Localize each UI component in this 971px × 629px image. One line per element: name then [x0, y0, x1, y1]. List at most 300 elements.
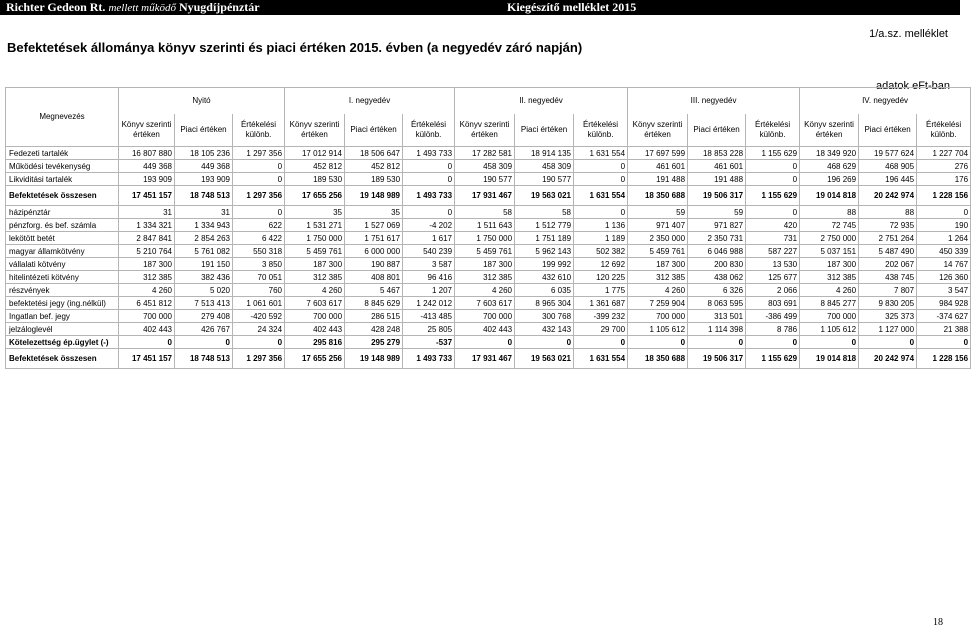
table-cell: 5 459 761 [628, 245, 688, 258]
table-cell: 59 [688, 206, 746, 219]
row-label: pénzforg. és bef. számla [6, 219, 119, 232]
column-sub-label: Könyv szerinti értéken [455, 114, 515, 147]
table-cell: 313 501 [688, 310, 746, 323]
table-cell: 6 035 [515, 284, 574, 297]
table-row [6, 310, 971, 323]
table-cell: 1 297 356 [233, 147, 285, 160]
table-cell: 19 563 021 [515, 186, 574, 206]
table-cell: 1 631 554 [574, 147, 628, 160]
table-cell: 5 761 082 [175, 245, 233, 258]
table-cell: 0 [233, 336, 285, 349]
table-cell: 731 [746, 232, 800, 245]
table-cell: 5 487 490 [859, 245, 917, 258]
table-cell: -399 232 [574, 310, 628, 323]
table-cell: 19 506 317 [688, 186, 746, 206]
table-cell: 0 [800, 336, 859, 349]
table-cell: 438 062 [688, 271, 746, 284]
table-cell: 6 326 [688, 284, 746, 297]
table-cell: 0 [746, 336, 800, 349]
table-cell: 31 [119, 206, 175, 219]
table-cell: 17 655 256 [285, 186, 345, 206]
table-cell: 1 105 612 [800, 323, 859, 336]
column-sub-label: Értékelési különb. [746, 114, 800, 147]
table-cell: 190 577 [515, 173, 574, 186]
table-cell: 0 [403, 160, 455, 173]
table-cell: 189 530 [285, 173, 345, 186]
table-cell: 1 631 554 [574, 349, 628, 369]
table-cell: 700 000 [800, 310, 859, 323]
table-cell: 16 807 880 [119, 147, 175, 160]
table-cell: 12 692 [574, 258, 628, 271]
table-cell: 17 655 256 [285, 349, 345, 369]
table-cell: 1 775 [574, 284, 628, 297]
table-cell: 700 000 [628, 310, 688, 323]
table-cell: 6 422 [233, 232, 285, 245]
table-cell: 8 845 629 [345, 297, 403, 310]
column-sub-label: Értékelési különb. [403, 114, 455, 147]
table-cell: 458 309 [515, 160, 574, 173]
table-cell: 17 931 467 [455, 349, 515, 369]
table-cell: 402 443 [119, 323, 175, 336]
table-cell: 190 [917, 219, 971, 232]
table-cell: 187 300 [119, 258, 175, 271]
table-cell: 700 000 [455, 310, 515, 323]
table-cell: 7 513 413 [175, 297, 233, 310]
table-cell: 1 512 779 [515, 219, 574, 232]
table-row [6, 206, 971, 219]
table-row [6, 336, 971, 349]
table-cell: 25 805 [403, 323, 455, 336]
table-row [6, 173, 971, 186]
table-cell: 4 260 [455, 284, 515, 297]
column-group-label: Nyitó [119, 88, 285, 115]
table-cell: 0 [574, 336, 628, 349]
table-cell: 18 105 236 [175, 147, 233, 160]
table-cell: 24 324 [233, 323, 285, 336]
table-cell: 35 [285, 206, 345, 219]
table-cell: 35 [345, 206, 403, 219]
table-cell: 2 350 731 [688, 232, 746, 245]
table-cell: 0 [746, 206, 800, 219]
table-cell: 2 847 841 [119, 232, 175, 245]
row-label: Kötelezettség ép.ügylet (-) [6, 336, 119, 349]
table-cell: 0 [917, 206, 971, 219]
table-cell: 29 700 [574, 323, 628, 336]
table-cell: 17 451 157 [119, 186, 175, 206]
table-cell: 0 [746, 160, 800, 173]
table-cell: 540 239 [403, 245, 455, 258]
table-cell: 426 767 [175, 323, 233, 336]
table-cell: 58 [515, 206, 574, 219]
table-cell: 700 000 [285, 310, 345, 323]
table-cell: 17 931 467 [455, 186, 515, 206]
table-cell: 4 260 [119, 284, 175, 297]
table-cell: -4 202 [403, 219, 455, 232]
table-cell: 18 350 688 [628, 349, 688, 369]
table-cell: 200 830 [688, 258, 746, 271]
table-row [6, 258, 971, 271]
table-cell: 17 451 157 [119, 349, 175, 369]
table-cell: 1 228 156 [917, 186, 971, 206]
table-cell: 1 361 687 [574, 297, 628, 310]
row-label: vállalati kötvény [6, 258, 119, 271]
table-cell: 18 506 647 [345, 147, 403, 160]
table-row [6, 160, 971, 173]
table-cell: 187 300 [800, 258, 859, 271]
table-cell: 4 260 [800, 284, 859, 297]
table-cell: 502 382 [574, 245, 628, 258]
table-row [6, 219, 971, 232]
column-sub-label: Könyv szerinti értéken [628, 114, 688, 147]
table-cell: 19 577 624 [859, 147, 917, 160]
table-cell: 59 [628, 206, 688, 219]
table-cell: 0 [515, 336, 574, 349]
table-cell: 428 248 [345, 323, 403, 336]
table-cell: 14 767 [917, 258, 971, 271]
table-cell: 19 506 317 [688, 349, 746, 369]
table-cell: 0 [233, 160, 285, 173]
row-label: Működési tevékenység [6, 160, 119, 173]
table-cell: 382 436 [175, 271, 233, 284]
table-cell: 0 [574, 173, 628, 186]
investments-table [5, 87, 971, 369]
column-sub-label: Piaci értéken [515, 114, 574, 147]
table-cell: 1 155 629 [746, 349, 800, 369]
attachment-label: 1/a.sz. melléklet [869, 28, 948, 40]
table-cell: 971 407 [628, 219, 688, 232]
table-cell: 70 051 [233, 271, 285, 284]
table-cell: 550 318 [233, 245, 285, 258]
column-sub-label: Könyv szerinti értéken [285, 114, 345, 147]
table-cell: 312 385 [119, 271, 175, 284]
table-cell: 432 610 [515, 271, 574, 284]
table-cell: 1 617 [403, 232, 455, 245]
table-cell: 5 459 761 [455, 245, 515, 258]
table-row [6, 284, 971, 297]
table-cell: 2 751 264 [859, 232, 917, 245]
column-sub-label: Piaci értéken [859, 114, 917, 147]
table-cell: 2 066 [746, 284, 800, 297]
table-row [6, 323, 971, 336]
table-cell: 971 827 [688, 219, 746, 232]
column-sub-label: Értékelési különb. [917, 114, 971, 147]
table-cell: 1 751 617 [345, 232, 403, 245]
header-row-sub [6, 114, 971, 147]
table-cell: 312 385 [800, 271, 859, 284]
table-cell: 1 136 [574, 219, 628, 232]
table-cell: 1 228 156 [917, 349, 971, 369]
table-row [6, 186, 971, 206]
table-cell: 9 830 205 [859, 297, 917, 310]
table-cell: 4 260 [628, 284, 688, 297]
row-label: lekötött betét [6, 232, 119, 245]
table-cell: 193 909 [119, 173, 175, 186]
table-cell: 0 [403, 173, 455, 186]
table-cell: 20 242 974 [859, 349, 917, 369]
table-cell: 8 965 304 [515, 297, 574, 310]
column-group-label: II. negyedév [455, 88, 628, 115]
row-label: magyar államkötvény [6, 245, 119, 258]
table-cell: 17 012 914 [285, 147, 345, 160]
column-group-label: IV. negyedév [800, 88, 971, 115]
page-number: 18 [933, 617, 943, 628]
table-cell: 0 [746, 173, 800, 186]
table-cell: 0 [403, 206, 455, 219]
table-cell: 19 014 818 [800, 186, 859, 206]
column-group-label: I. negyedév [285, 88, 455, 115]
table-cell: 72 745 [800, 219, 859, 232]
row-label: Befektetések összesen [6, 186, 119, 206]
table-cell: 803 691 [746, 297, 800, 310]
row-label: részvények [6, 284, 119, 297]
table-cell: 20 242 974 [859, 186, 917, 206]
table-cell: 6 046 988 [688, 245, 746, 258]
table-cell: 408 801 [345, 271, 403, 284]
table-row [6, 147, 971, 160]
table-cell: 0 [859, 336, 917, 349]
table-cell: 8 845 277 [800, 297, 859, 310]
table-cell: 72 935 [859, 219, 917, 232]
table-cell: 13 530 [746, 258, 800, 271]
table-cell: 325 373 [859, 310, 917, 323]
table-cell: 1 493 733 [403, 349, 455, 369]
table-cell: 295 816 [285, 336, 345, 349]
table-cell: 461 601 [688, 160, 746, 173]
table-cell: 193 909 [175, 173, 233, 186]
table-cell: 1 750 000 [285, 232, 345, 245]
header-company [6, 0, 260, 16]
table-cell: 191 488 [628, 173, 688, 186]
unit-label: adatok eFt-ban [876, 80, 950, 92]
table-cell: 622 [233, 219, 285, 232]
table-cell: 5 962 143 [515, 245, 574, 258]
column-sub-label: Értékelési különb. [233, 114, 285, 147]
table-cell: -420 592 [233, 310, 285, 323]
table-cell: 420 [746, 219, 800, 232]
table-cell: 21 388 [917, 323, 971, 336]
table-cell: 468 629 [800, 160, 859, 173]
table-cell: 1 264 [917, 232, 971, 245]
table-cell: 5 459 761 [285, 245, 345, 258]
table-cell: 2 854 263 [175, 232, 233, 245]
table-cell: 468 905 [859, 160, 917, 173]
table-cell: 125 677 [746, 271, 800, 284]
table-cell: 0 [175, 336, 233, 349]
table-cell: 5 037 151 [800, 245, 859, 258]
table-cell: 6 000 000 [345, 245, 403, 258]
column-sub-label: Piaci értéken [688, 114, 746, 147]
table-cell: 295 279 [345, 336, 403, 349]
table-cell: 187 300 [455, 258, 515, 271]
table-cell: 432 143 [515, 323, 574, 336]
table-cell: 0 [574, 160, 628, 173]
table-cell: 5 020 [175, 284, 233, 297]
table-cell: 187 300 [285, 258, 345, 271]
column-sub-label: Könyv szerinti értéken [800, 114, 859, 147]
table-cell: 450 339 [917, 245, 971, 258]
table-cell: 1 631 554 [574, 186, 628, 206]
row-label-header: Megnevezés [6, 88, 119, 147]
table-cell: 199 992 [515, 258, 574, 271]
page-title: Befektetések állománya könyv szerinti és piaci értéken 2015. évben (a negyedév záró napján) [7, 40, 583, 55]
table-cell: 7 603 617 [285, 297, 345, 310]
table-cell: 7 259 904 [628, 297, 688, 310]
header-supplement: Kiegészítő melléklet 2015 [507, 0, 637, 14]
table-cell: 984 928 [917, 297, 971, 310]
table-body [6, 88, 971, 369]
document-header-bar [0, 0, 960, 15]
table-cell: 452 812 [285, 160, 345, 173]
table-cell: 3 850 [233, 258, 285, 271]
table-cell: 300 768 [515, 310, 574, 323]
fund-name: Nyugdíjpénztár [178, 0, 260, 14]
table-cell: 1 493 733 [403, 186, 455, 206]
table-cell: 1 493 733 [403, 147, 455, 160]
table-cell: 196 269 [800, 173, 859, 186]
row-label: befektetési jegy (ing.nélkül) [6, 297, 119, 310]
row-label: jelzáloglevél [6, 323, 119, 336]
table-cell: 0 [233, 206, 285, 219]
table-cell: 312 385 [628, 271, 688, 284]
table-cell: 6 451 812 [119, 297, 175, 310]
table-cell: 19 148 989 [345, 349, 403, 369]
table-cell: 187 300 [628, 258, 688, 271]
table-cell: 0 [917, 336, 971, 349]
table-cell: 1 114 398 [688, 323, 746, 336]
table-cell: 0 [455, 336, 515, 349]
table-cell: 279 408 [175, 310, 233, 323]
table-cell: 88 [859, 206, 917, 219]
table-cell: 19 014 818 [800, 349, 859, 369]
table-cell: -374 627 [917, 310, 971, 323]
company-name: Richter Gedeon Rt. [6, 0, 106, 14]
table-cell: 587 227 [746, 245, 800, 258]
column-sub-label: Értékelési különb. [574, 114, 628, 147]
table-cell: 1 527 069 [345, 219, 403, 232]
row-label: Befektetések összesen [6, 349, 119, 369]
table-cell: 312 385 [285, 271, 345, 284]
column-group-label: III. negyedév [628, 88, 800, 115]
table-cell: 189 530 [345, 173, 403, 186]
company-suffix: mellett működő [108, 2, 176, 14]
table-cell: 19 148 989 [345, 186, 403, 206]
table-cell: 196 445 [859, 173, 917, 186]
table-cell: 452 812 [345, 160, 403, 173]
row-label: hitelintézeti kötvény [6, 271, 119, 284]
header-row-groups [6, 88, 971, 115]
table-cell: 0 [119, 336, 175, 349]
table-cell: 1 207 [403, 284, 455, 297]
table-cell: 0 [688, 336, 746, 349]
table-cell: 202 067 [859, 258, 917, 271]
table-cell: 449 368 [175, 160, 233, 173]
table-cell: 700 000 [119, 310, 175, 323]
table-cell: 0 [574, 206, 628, 219]
table-cell: 8 786 [746, 323, 800, 336]
table-cell: 1 127 000 [859, 323, 917, 336]
table-cell: 7 807 [859, 284, 917, 297]
table-cell: 1 511 643 [455, 219, 515, 232]
table-cell: 18 350 688 [628, 186, 688, 206]
table-cell: 1 334 321 [119, 219, 175, 232]
table-cell: 17 697 599 [628, 147, 688, 160]
table-cell: 18 914 135 [515, 147, 574, 160]
table-cell: 120 225 [574, 271, 628, 284]
table-cell: 4 260 [285, 284, 345, 297]
table-cell: 191 150 [175, 258, 233, 271]
table-cell: 402 443 [285, 323, 345, 336]
table-cell: 1 750 000 [455, 232, 515, 245]
table-cell: 438 745 [859, 271, 917, 284]
table-cell: 1 531 271 [285, 219, 345, 232]
table-cell: 1 155 629 [746, 147, 800, 160]
table-cell: 2 750 000 [800, 232, 859, 245]
table-cell: -386 499 [746, 310, 800, 323]
table-cell: 58 [455, 206, 515, 219]
table-cell: 5 210 764 [119, 245, 175, 258]
table-cell: 449 368 [119, 160, 175, 173]
table-cell: 1 227 704 [917, 147, 971, 160]
table-cell: 17 282 581 [455, 147, 515, 160]
table-row [6, 232, 971, 245]
row-label: házipénztár [6, 206, 119, 219]
table-cell: 1 242 012 [403, 297, 455, 310]
table-row [6, 297, 971, 310]
table-cell: 18 748 513 [175, 186, 233, 206]
table-cell: 461 601 [628, 160, 688, 173]
table-cell: 1 061 601 [233, 297, 285, 310]
table-cell: 191 488 [688, 173, 746, 186]
table-cell: 286 515 [345, 310, 403, 323]
table-cell: 3 547 [917, 284, 971, 297]
table-cell: 96 416 [403, 271, 455, 284]
column-sub-label: Piaci értéken [175, 114, 233, 147]
table-cell: 7 603 617 [455, 297, 515, 310]
table-cell: 1 189 [574, 232, 628, 245]
table-cell: 402 443 [455, 323, 515, 336]
table-row [6, 349, 971, 369]
table-cell: 190 887 [345, 258, 403, 271]
table-cell: 1 297 356 [233, 349, 285, 369]
table-row [6, 245, 971, 258]
table-cell: -537 [403, 336, 455, 349]
table-cell: 1 751 189 [515, 232, 574, 245]
column-sub-label: Könyv szerinti értéken [119, 114, 175, 147]
table-cell: 0 [233, 173, 285, 186]
table-cell: -413 485 [403, 310, 455, 323]
table-row [6, 271, 971, 284]
table-cell: 88 [800, 206, 859, 219]
table-cell: 276 [917, 160, 971, 173]
table-cell: 190 577 [455, 173, 515, 186]
table-cell: 176 [917, 173, 971, 186]
table-cell: 1 334 943 [175, 219, 233, 232]
table-cell: 19 563 021 [515, 349, 574, 369]
table-cell: 1 297 356 [233, 186, 285, 206]
table-cell: 18 748 513 [175, 349, 233, 369]
table-cell: 760 [233, 284, 285, 297]
table-cell: 3 587 [403, 258, 455, 271]
row-label: Likviditási tartalék [6, 173, 119, 186]
table-cell: 312 385 [455, 271, 515, 284]
table-cell: 2 350 000 [628, 232, 688, 245]
table-cell: 458 309 [455, 160, 515, 173]
table-cell: 5 467 [345, 284, 403, 297]
table-cell: 1 105 612 [628, 323, 688, 336]
table-cell: 18 349 920 [800, 147, 859, 160]
table-cell: 126 360 [917, 271, 971, 284]
table-cell: 0 [628, 336, 688, 349]
